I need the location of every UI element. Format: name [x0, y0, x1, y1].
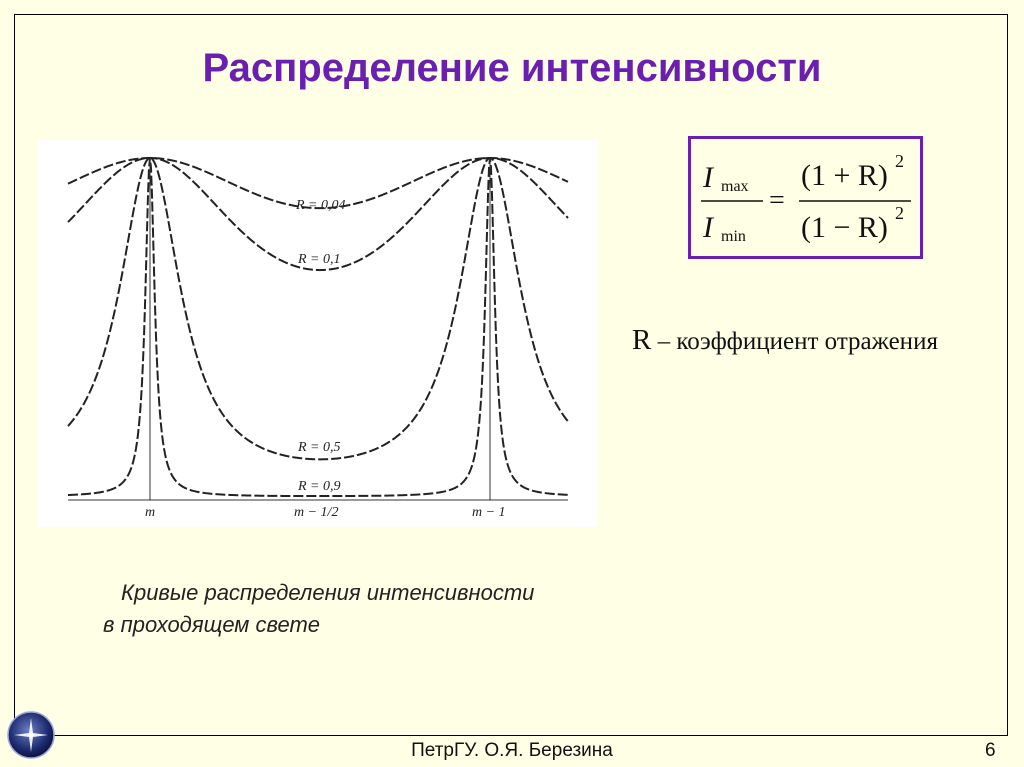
university-logo [6, 710, 56, 760]
curve-label-r09: R = 0,9 [298, 479, 341, 494]
formula-equals: = [769, 185, 785, 216]
formula-i-bottom: I [703, 211, 713, 244]
formula-i-top: I [703, 161, 713, 194]
footer-divider [60, 735, 1008, 736]
intensity-plot-svg [38, 140, 598, 527]
caption-line-1: Кривые распределения интенсивности [121, 580, 535, 605]
formula-denominator-exp: 2 [895, 203, 904, 223]
footer-author: ПетрГУ. О.Я. Березина [411, 740, 613, 761]
formula-denominator: (1 − R) [801, 211, 888, 244]
curve-label-r01: R = 0,1 [298, 252, 341, 267]
x-tick-label-m: m [145, 505, 156, 520]
curve-label-r004: R = 0,04 [296, 198, 346, 213]
formula-numerator-exp: 2 [895, 151, 904, 171]
caption-line-2: в проходящем свете [103, 612, 321, 637]
reflection-symbol: R [632, 324, 652, 356]
intensity-ratio-formula [688, 136, 923, 259]
x-tick-label-m-minus-1: m − 1 [472, 505, 506, 520]
formula-min: min [721, 228, 746, 245]
intensity-plot [38, 140, 598, 527]
slide-title: Распределение интенсивности [202, 46, 822, 90]
x-tick-label-m-half: m − 1/2 [294, 505, 339, 520]
figure-caption [103, 577, 534, 641]
reflection-coefficient-note [632, 324, 938, 357]
reflection-text: – коэффициент отражения [651, 328, 938, 355]
page-number: 6 [985, 740, 996, 761]
formula-max: max [721, 178, 749, 195]
formula-numerator: (1 + R) [801, 159, 888, 192]
curve-label-r05: R = 0,5 [298, 440, 341, 455]
